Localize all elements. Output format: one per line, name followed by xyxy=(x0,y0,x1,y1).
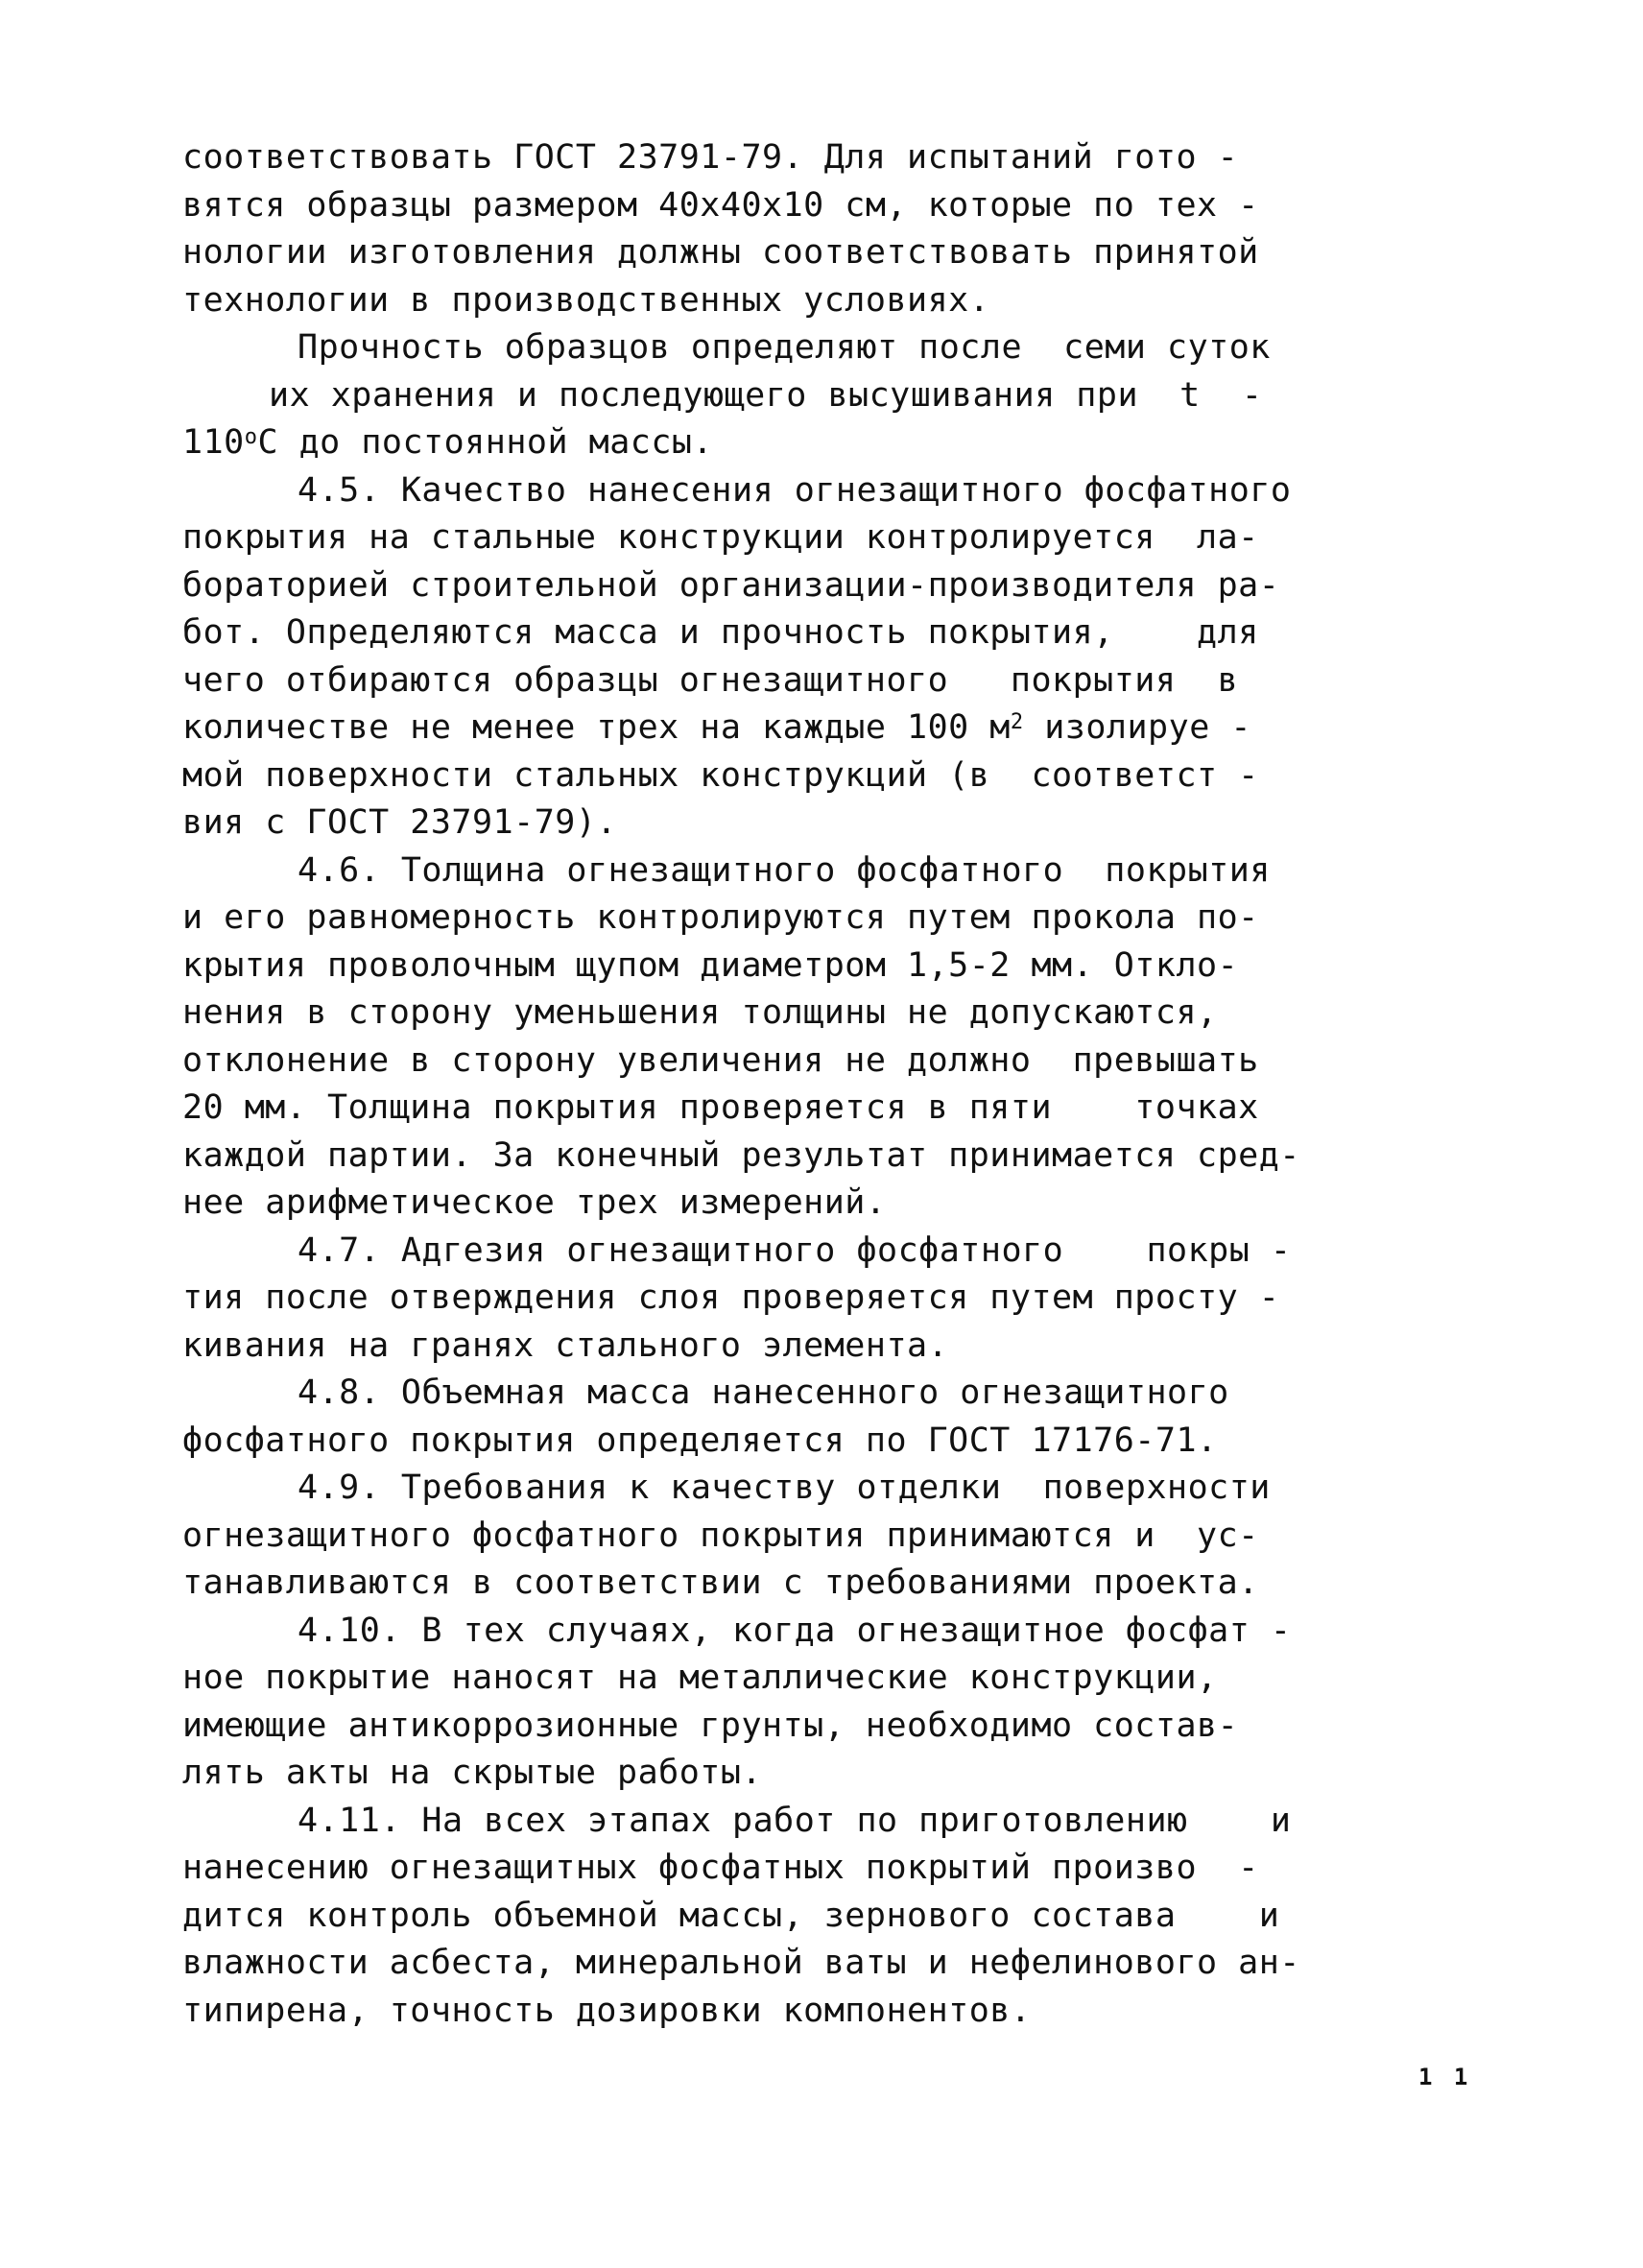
paragraph-4-7-start: 4.7. Адгезия огнезащитного фосфатного покры - xyxy=(298,1230,1292,1270)
text-line: нологии изготовления должны соответствовать принятой xyxy=(182,233,1259,272)
paragraph-4-9-start: 4.9. Требования к качеству отделки поверхности xyxy=(298,1468,1271,1507)
text-line: покрытия на стальные конструкции контролируется ла- xyxy=(182,518,1259,557)
text-line: каждой партии. За конечный результат принимается сред- xyxy=(182,1135,1300,1175)
area-text-end: изолируе - xyxy=(1023,708,1251,747)
area-text: количестве не менее трех на каждые 100 м xyxy=(182,708,1011,747)
paragraph-4-8-start: 4.8. Объемная масса нанесенного огнезащитного xyxy=(298,1373,1229,1412)
text-line: нее арифметическое трех измерений. xyxy=(182,1183,887,1222)
text-line: бораторией строительной организации-производителя ра- xyxy=(182,565,1280,605)
text-line: нения в сторону уменьшения толщины не допускаются, xyxy=(182,993,1218,1032)
text-line-temperature xyxy=(182,419,1468,467)
text-line: типирена, точность дозировки компонентов. xyxy=(182,1991,1032,2030)
text-line: нанесению огнезащитных фосфатных покрытий произво - xyxy=(182,1849,1259,1887)
text-line: танавливаются в соответствии с требованиями проекта. xyxy=(182,1564,1259,1602)
text-line: ное покрытие наносят на металлические конструкции, xyxy=(182,1659,1218,1697)
document-page xyxy=(182,134,1468,2035)
text-line: крытия проволочным щупом диаметром 1,5-2 мм. Откло- xyxy=(182,945,1239,985)
degree-symbol: o xyxy=(244,425,258,449)
text-line: тия после отверждения слоя проверяется путем просту - xyxy=(182,1278,1280,1317)
text-line: соответствовать ГОСТ 23791-79. Для испытаний гото - xyxy=(182,138,1239,177)
text-line: имеющие антикоррозионные грунты, необходимо состав- xyxy=(182,1706,1239,1745)
square-superscript: 2 xyxy=(1010,710,1024,734)
text-line: мой поверхности стальных конструкций (в соответст - xyxy=(182,755,1259,795)
text-line: лять акты на скрытые работы. xyxy=(182,1754,763,1792)
paragraph-4-5-start: 4.5. Качество нанесения огнезащитного фосфатного xyxy=(298,470,1292,510)
text-line: чего отбираются образцы огнезащитного покрытия в xyxy=(182,660,1239,700)
text-line: отклонение в сторону увеличения не должно превышать xyxy=(182,1040,1259,1080)
text-line: фосфатного покрытия определяется по ГОСТ 17176-71. xyxy=(182,1420,1218,1460)
text-line: и его равномерность контролируются путем прокола по- xyxy=(182,898,1259,937)
paragraph-4-10-start: 4.10. В тех случаях, когда огнезащитное фосфат - xyxy=(298,1611,1292,1650)
text-line-area xyxy=(182,704,1468,752)
text-line: кивания на гранях стального элемента. xyxy=(182,1325,949,1365)
text-line: влажности асбеста, минеральной ваты и нефелинового ан- xyxy=(182,1944,1300,1982)
paragraph-4-11-start: 4.11. На всех этапах работ по приготовлению и xyxy=(298,1801,1292,1840)
temperature-value: 110 xyxy=(182,423,245,462)
text-line: 20 мм. Толщина покрытия проверяется в пяти точках xyxy=(182,1088,1259,1127)
text-line: Прочность образцов определяют после семи суток xyxy=(298,328,1271,367)
text-line: дится контроль объемной массы, зернового состава и xyxy=(182,1896,1280,1935)
temperature-text: С до постоянной массы. xyxy=(257,423,714,462)
paragraph-4-6-start: 4.6. Толщина огнезащитного фосфатного покрытия xyxy=(298,850,1271,890)
text-line: огнезащитного фосфатного покрытия принимаются и ус- xyxy=(182,1516,1259,1555)
page-number: 1 1 xyxy=(1418,2064,1472,2090)
text-line: вия с ГОСТ 23791-79). xyxy=(182,803,618,842)
text-line: бот. Определяются масса и прочность покрытия, для xyxy=(182,613,1259,652)
text-line: вятся образцы размером 40х40х10 см, которые по тех - xyxy=(182,185,1259,225)
text-line: их хранения и последующего высушивания при t - xyxy=(269,375,1263,415)
text-line: технологии в производственных условиях. xyxy=(182,280,990,320)
